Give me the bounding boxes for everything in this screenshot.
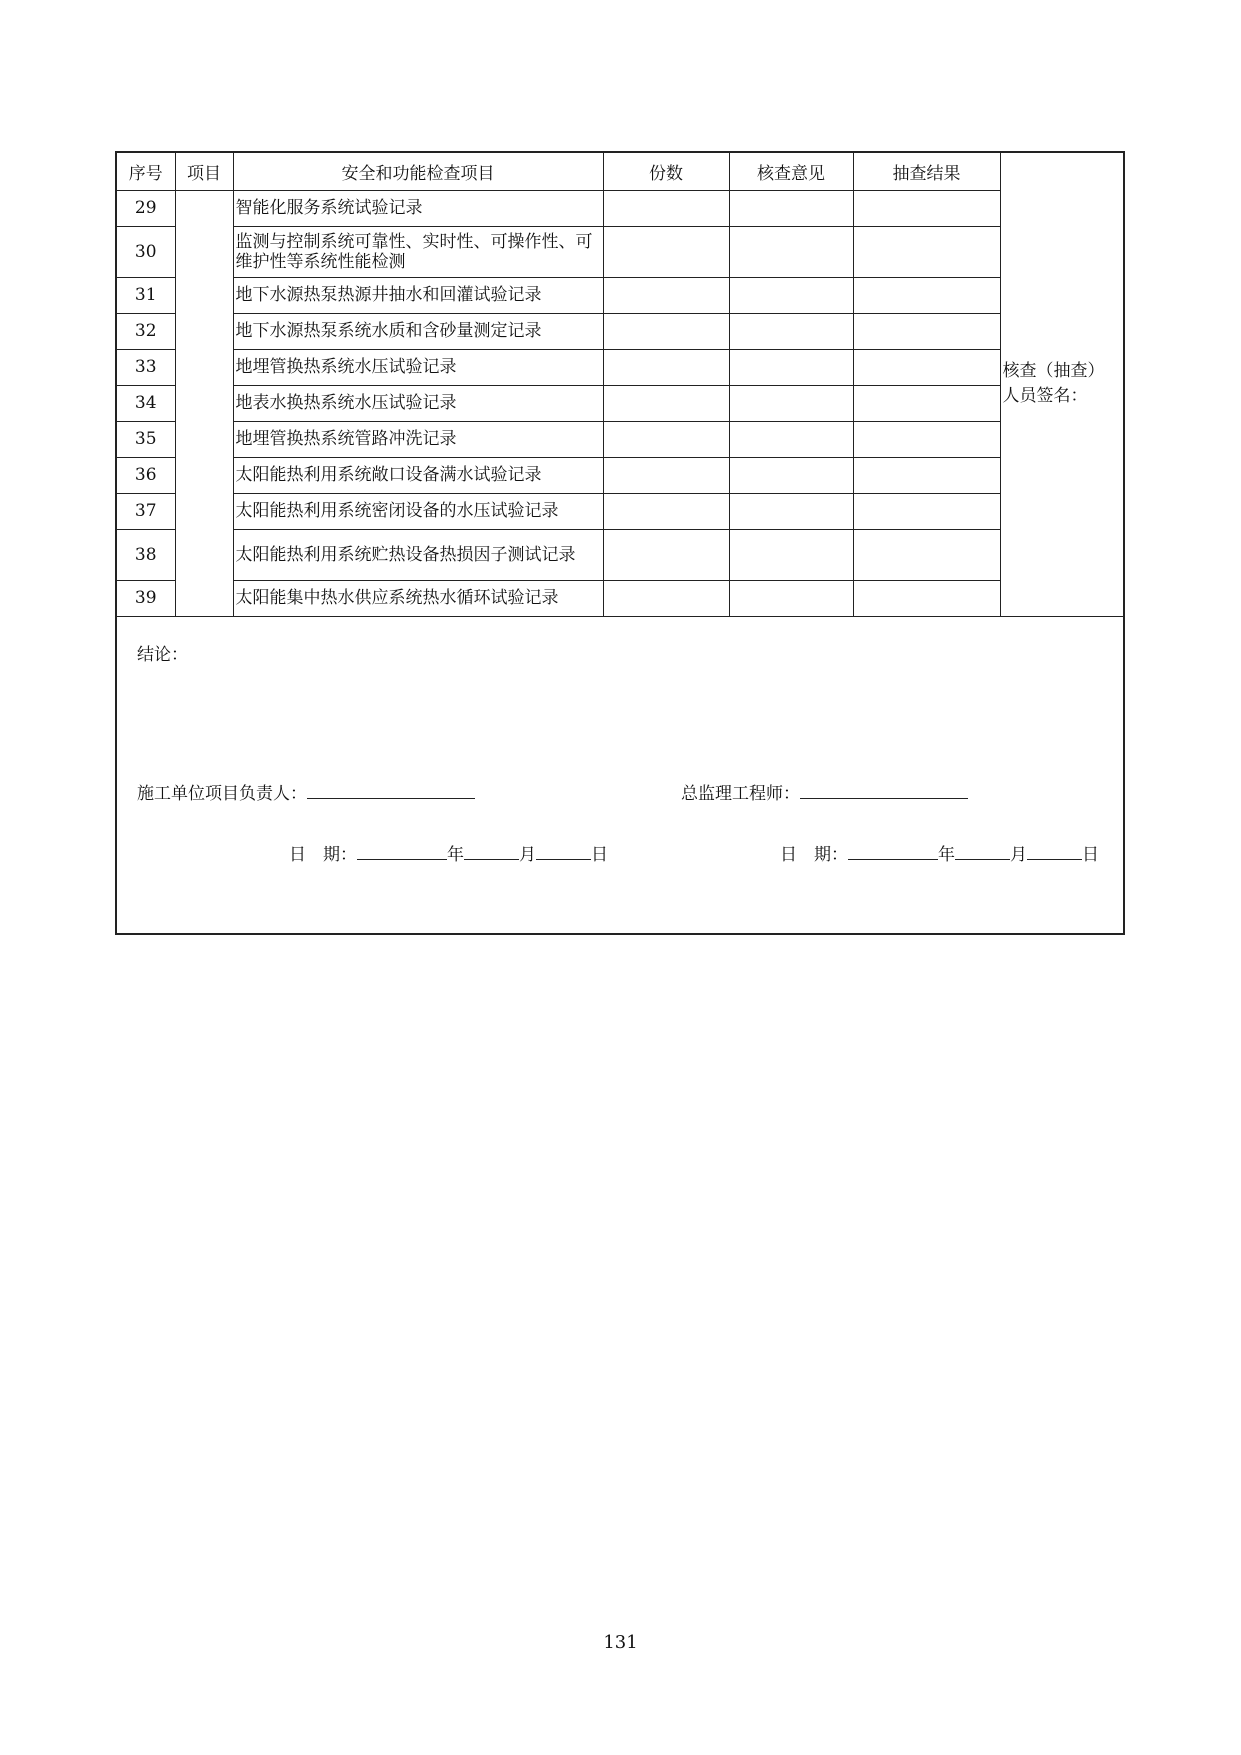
supervisor-day-line[interactable] [1027,858,1082,860]
contractor-year-label: 年 [447,845,464,865]
copies-cell[interactable] [603,385,729,421]
row-item: 监测与控制系统可靠性、实时性、可操作性、可维护性等系统性能检测 [233,226,603,277]
row-item: 地下水源热泵系统水质和含砂量测定记录 [233,313,603,349]
table-row [117,580,1123,616]
opinion-cell[interactable] [729,313,853,349]
row-item: 太阳能热利用系统密闭设备的水压试验记录 [233,493,603,529]
table-row [117,277,1123,313]
copies-cell[interactable] [603,190,729,226]
contractor-month-line[interactable] [464,858,519,860]
signature-cell[interactable] [1000,153,1123,616]
copies-cell[interactable] [603,457,729,493]
row-item: 太阳能热利用系统贮热设备热损因子测试记录 [233,529,603,580]
result-cell[interactable] [853,493,1000,529]
page-number: 131 [603,1632,638,1653]
contractor-day-line[interactable] [536,858,591,860]
row-seq: 36 [117,457,175,493]
conclusion-label: 结论： [137,645,188,665]
supervisor-month-label: 月 [1010,845,1027,865]
table-row [117,190,1123,226]
row-seq: 34 [117,385,175,421]
header-opinion: 核查意见 [729,153,853,190]
row-seq: 37 [117,493,175,529]
header-seq: 序号 [117,153,175,190]
copies-cell[interactable] [603,493,729,529]
contractor-signature-row [137,779,475,804]
signature-label-2: 人员签名： [1002,386,1088,407]
row-seq: 30 [117,226,175,277]
copies-cell[interactable] [603,580,729,616]
row-item: 智能化服务系统试验记录 [233,190,603,226]
table-row [117,529,1123,580]
supervisor-date-row [780,840,1099,865]
contractor-signature-line[interactable] [307,797,475,799]
header-project: 项目 [175,153,233,190]
supervisor-label: 总监理工程师： [681,784,800,804]
copies-cell[interactable] [603,313,729,349]
result-cell[interactable] [853,529,1000,580]
result-cell[interactable] [853,421,1000,457]
row-item: 太阳能集中热水供应系统热水循环试验记录 [233,580,603,616]
supervisor-year-label: 年 [938,845,955,865]
opinion-cell[interactable] [729,529,853,580]
opinion-cell[interactable] [729,385,853,421]
supervisor-day-label: 日 [1082,845,1099,865]
header-row [117,153,1123,190]
opinion-cell[interactable] [729,421,853,457]
copies-cell[interactable] [603,529,729,580]
table-row [117,313,1123,349]
opinion-cell[interactable] [729,580,853,616]
row-item: 地埋管换热系统管路冲洗记录 [233,421,603,457]
row-seq: 32 [117,313,175,349]
conclusion-area [117,618,1123,935]
opinion-cell[interactable] [729,277,853,313]
table-row [117,349,1123,385]
supervisor-year-line[interactable] [848,858,938,860]
result-cell[interactable] [853,349,1000,385]
copies-cell[interactable] [603,421,729,457]
project-cell[interactable] [175,190,233,616]
copies-cell[interactable] [603,349,729,385]
supervisor-signature-row [681,779,968,804]
check-table [117,153,1123,617]
supervisor-month-line[interactable] [955,858,1010,860]
table-row [117,385,1123,421]
header-result: 抽查结果 [853,153,1000,190]
row-seq: 31 [117,277,175,313]
contractor-label: 施工单位项目负责人： [137,784,307,804]
supervisor-date-label: 日 期： [780,845,848,865]
result-cell[interactable] [853,457,1000,493]
result-cell[interactable] [853,385,1000,421]
contractor-month-label: 月 [519,845,536,865]
opinion-cell[interactable] [729,190,853,226]
result-cell[interactable] [853,226,1000,277]
supervisor-signature-line[interactable] [800,797,968,799]
row-seq: 35 [117,421,175,457]
copies-cell[interactable] [603,277,729,313]
row-seq: 39 [117,580,175,616]
contractor-date-row [289,840,608,865]
table-row [117,457,1123,493]
row-item: 太阳能热利用系统敞口设备满水试验记录 [233,457,603,493]
row-seq: 38 [117,529,175,580]
copies-cell[interactable] [603,226,729,277]
header-copies: 份数 [603,153,729,190]
contractor-date-label: 日 期： [289,845,357,865]
contractor-year-line[interactable] [357,858,447,860]
row-item: 地表水换热系统水压试验记录 [233,385,603,421]
row-seq: 29 [117,190,175,226]
row-item: 地埋管换热系统水压试验记录 [233,349,603,385]
signature-label-1: 核查（抽查） [1002,361,1105,382]
result-cell[interactable] [853,190,1000,226]
opinion-cell[interactable] [729,349,853,385]
inspection-form [115,151,1125,935]
result-cell[interactable] [853,277,1000,313]
result-cell[interactable] [853,313,1000,349]
table-row [117,226,1123,277]
row-item: 地下水源热泵热源井抽水和回灌试验记录 [233,277,603,313]
table-row [117,421,1123,457]
opinion-cell[interactable] [729,226,853,277]
row-seq: 33 [117,349,175,385]
contractor-day-label: 日 [591,845,608,865]
header-item: 安全和功能检查项目 [233,153,603,190]
opinion-cell[interactable] [729,493,853,529]
result-cell[interactable] [853,580,1000,616]
table-row [117,493,1123,529]
opinion-cell[interactable] [729,457,853,493]
